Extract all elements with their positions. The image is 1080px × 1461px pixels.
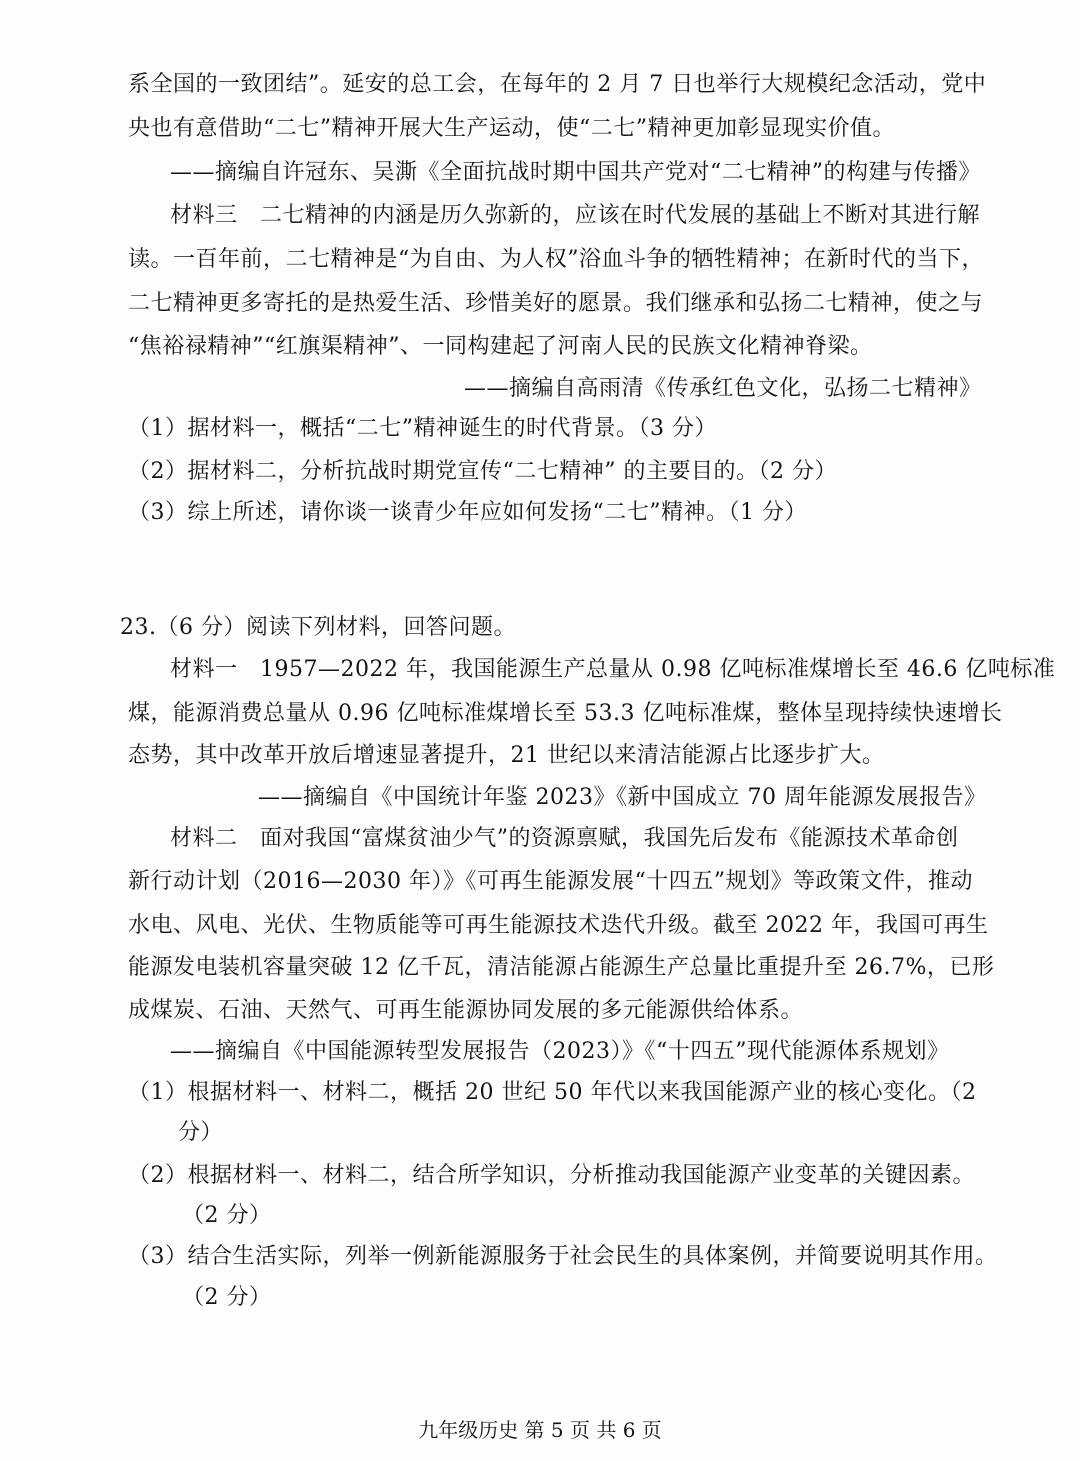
- material-2-line-1: 系全国的一致团结”。延安的总工会，在每年的 2 月 7 日也举行大规模纪念活动，党中: [128, 72, 987, 97]
- question-23-2: （2）根据材料一、材料二，结合所学知识，分析推动我国能源产业变革的关键因素。: [128, 1163, 975, 1188]
- q23-material-1-line-1: 材料一 1957—2022 年，我国能源生产总量从 0.98 亿吨标准煤增长至 46.6 亿吨标准: [170, 657, 1056, 682]
- material-3-line-1: 材料三 二七精神的内涵是历久弥新的，应该在时代发展的基础上不断对其进行解: [170, 203, 981, 228]
- material-3-line-3: 二七精神更多寄托的是热爱生活、珍惜美好的愿景。我们继承和弘扬二七精神，使之与: [128, 291, 984, 316]
- page-footer: 九年级历史 第 5 页 共 6 页: [418, 1418, 662, 1442]
- q23-material-2-line-1: 材料二 面对我国“富煤贫油少气”的资源禀赋，我国先后发布《能源技术革命创: [170, 826, 959, 851]
- q23-material-1-source: ——摘编自《中国统计年鉴 2023》《新中国成立 70 周年能源发展报告》: [258, 785, 987, 810]
- question-22-1: （1）据材料一，概括“二七”精神诞生的时代背景。（3 分）: [128, 416, 717, 441]
- question-23-3-cont: （2 分）: [182, 1285, 272, 1310]
- question-22-2: （2）据材料二，分析抗战时期党宣传“二七精神” 的主要目的。（2 分）: [128, 459, 837, 484]
- q23-material-2-source: ——摘编自《中国能源转型发展报告（2023）》《“十四五”现代能源体系规划》: [170, 1039, 950, 1064]
- material-3-line-4: “焦裕禄精神”“红旗渠精神”、一同构建起了河南人民的民族文化精神脊梁。: [128, 334, 873, 359]
- question-22-3: （3）综上所述，请你谈一谈青少年应如何发扬“二七”精神。（1 分）: [128, 500, 807, 525]
- q23-material-2-line-4: 能源发电装机容量突破 12 亿千瓦，清洁能源占能源生产总量比重提升至 26.7%，已形: [128, 955, 995, 980]
- material-2-source: ——摘编自许冠东、吴澌《全面抗战时期中国共产党对“二七精神”的构建与传播》: [170, 160, 981, 185]
- question-23-heading: 23.（6 分）阅读下列材料，回答问题。: [120, 615, 516, 640]
- material-3-line-2: 读。一百年前，二七精神是“为自由、为人权”浴血斗争的牺牲精神；在新时代的当下，: [128, 247, 984, 272]
- material-2-line-2: 央也有意借助“二七”精神开展大生产运动，使“二七”精神更加彰显现实价值。: [128, 116, 895, 141]
- q23-material-2-line-2: 新行动计划（2016—2030 年）》《可再生能源发展“十四五”规划》等政策文件，推动: [128, 869, 973, 894]
- question-23-1: （1）根据材料一、材料二，概括 20 世纪 50 年代以来我国能源产业的核心变化。（2: [128, 1080, 977, 1105]
- q23-material-1-line-3: 态势，其中改革开放后增速显著提升，21 世纪以来清洁能源占比逐步扩大。: [128, 743, 885, 768]
- q23-material-1-line-2: 煤，能源消费总量从 0.96 亿吨标准煤增长至 53.3 亿吨标准煤，整体呈现持续快速增长: [128, 701, 1003, 726]
- q23-material-2-line-5: 成煤炭、石油、天然气、可再生能源协同发展的多元能源供给体系。: [128, 998, 804, 1023]
- question-23-3: （3）结合生活实际，列举一例新能源服务于社会民生的具体案例，并简要说明其作用。: [128, 1244, 998, 1269]
- material-3-source: ——摘编自高雨清《传承红色文化，弘扬二七精神》: [464, 376, 982, 401]
- question-23-1-cont: 分）: [178, 1120, 224, 1145]
- q23-material-2-line-3: 水电、风电、光伏、生物质能等可再生能源技术迭代升级。截至 2022 年，我国可再生: [128, 913, 989, 938]
- question-23-2-cont: （2 分）: [182, 1203, 272, 1228]
